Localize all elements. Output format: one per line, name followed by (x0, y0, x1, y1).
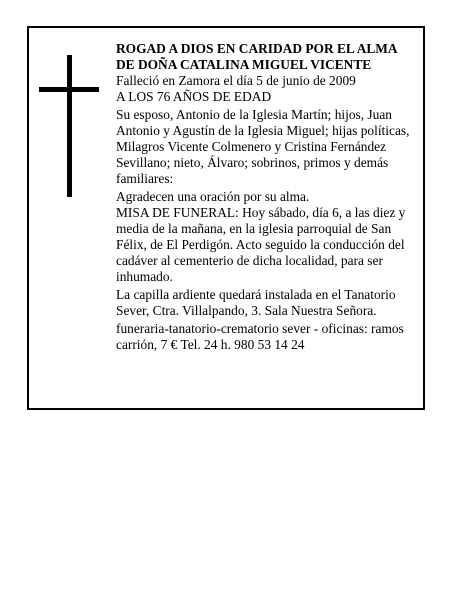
funeral-paragraph: MISA DE FUNERAL: Hoy sábado, día 6, a las diez y media de la mañana, en la iglesia parroquial de San Félix, de El Perdigón. Acto seguido la conducción del cadáver al cementerio de dicha localidad, para ser inhumado. (116, 205, 406, 284)
chapel-paragraph: La capilla ardiente quedará instalada en el Tanatorio Sever, Ctra. Villalpando, 3. Sala Nuestra Señora. (116, 287, 396, 318)
notice-heading: ROGAD A DIOS EN CARIDAD POR EL ALMA DE DOÑA CATALINA MIGUEL VICENTE (116, 41, 397, 72)
prayer-line: Agradecen una oración por su alma. (116, 189, 310, 204)
cross-horizontal-bar (39, 87, 99, 92)
cross-icon (39, 55, 99, 197)
family-paragraph: Su esposo, Antonio de la Iglesia Martín; hijos, Juan Antonio y Agustín de la Iglesia Miguel; hijas políticas, Milagros Vicente Colmenero y Cristina Fernández Sevillano; nieto, Álvaro; sobrinos, primos y demás familiares: (116, 107, 410, 186)
obituary-notice (27, 26, 425, 410)
notice-text (116, 41, 418, 353)
cross-vertical-bar (67, 55, 72, 197)
death-info: Falleció en Zamora el día 5 de junio de 2009 (116, 73, 356, 88)
age-line: A LOS 76 AÑOS DE EDAD (116, 89, 272, 104)
funeral-home-paragraph: funeraria-tanatorio-crematorio sever - oficinas: ramos carrión, 7 € Tel. 24 h. 980 53 14 24 (116, 321, 404, 352)
